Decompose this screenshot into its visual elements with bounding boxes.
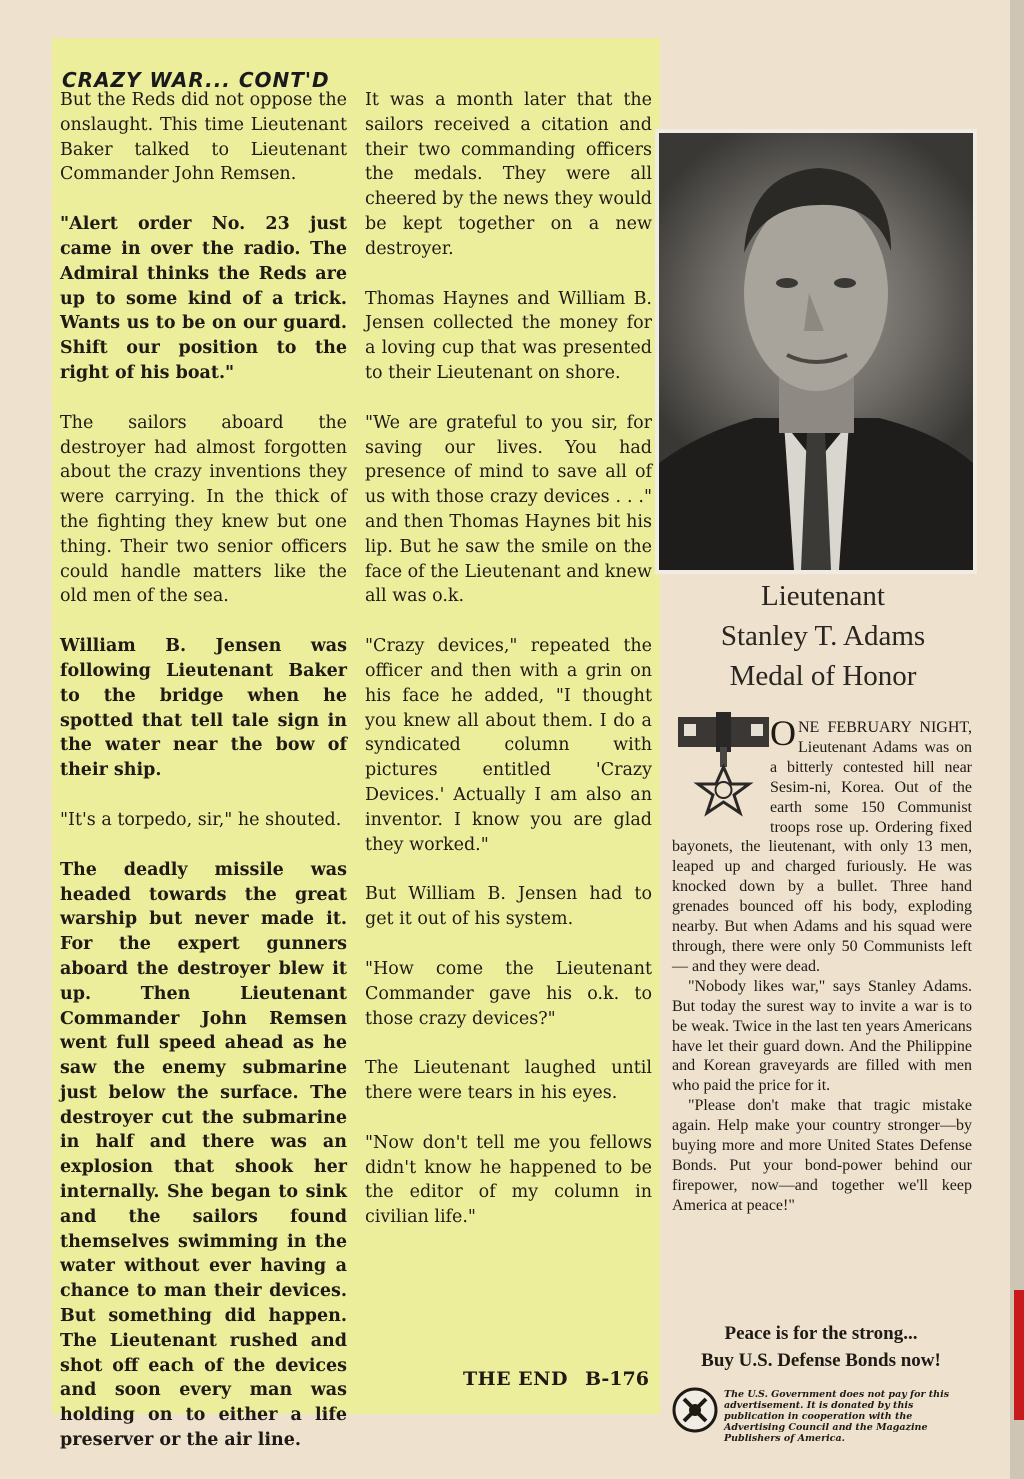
story-paragraph: "How come the Lieutenant Commander gave his o.k. to those crazy devices?" — [365, 958, 652, 1029]
ad-heading-line: Lieutenant — [760, 580, 885, 612]
story-paragraph: The sailors aboard the destroyer had almost forgotten about the crazy inventions they were carrying. In the thick of the fighting they knew but one thing. Their two senior officers could handle matters like the old men of the sea. — [60, 412, 347, 607]
story-paragraph: "Now don't tell me you fellows didn't know he happened to be the editor of my column in civilian life." — [365, 1132, 652, 1228]
story-paragraph: William B. Jensen was following Lieutenant Baker to the bridge when he spotted that tell tale sign in the water near the bow of their ship. — [60, 636, 347, 781]
the-end-label: THE END — [463, 1368, 569, 1390]
story-paragraph: "It's a torpedo, sir," he shouted. — [60, 809, 342, 830]
story-paragraph: "Crazy devices," repeated the officer and then with a grin on his face he added, "I thought you knew all about them. I do a syndicated column with pictures entitled 'Crazy Devices.' Actually I am also an inventor. I know you are glad they worked." — [365, 636, 652, 855]
ad-paragraph: "Please don't make that tragic mistake again. Help make your country stronger—by buying more and more United States Defense Bonds. Put your bond-power behind our firepower, now—and together we'll keep America at peace!" — [672, 1097, 972, 1214]
story-paragraph: The deadly missile was headed towards the great warship but never made it. For the expert gunners aboard the destroyer blew it up. Then Lieutenant Commander John Remsen went full speed ahead as he saw the enemy submarine just below the surface. The destroyer cut the submarine in half and there was an explosion that shook her internally. She began to sink and the sailors found themselves swimming in the water without ever having a chance to man their devices. But something did happen. The Lieutenant rushed and shot off each of the devices and soon every man was holding on to either a life preserver or the air line. — [60, 859, 347, 1451]
slogan-line: Peace is for the strong... — [724, 1323, 918, 1344]
page-edge — [1010, 0, 1024, 1479]
story-paragraph: But the Reds did not oppose the onslaught. This time Lieutenant Baker talked to Lieutenant Commander John Remsen. — [60, 90, 347, 185]
story-paragraph: Thomas Haynes and William B. Jensen collected the money for a loving cup that was presented to their Lieutenant on shore. — [365, 288, 652, 383]
story-paragraph: The Lieutenant laughed until there were tears in his eyes. — [365, 1058, 652, 1104]
adjacent-page-strip — [1014, 1290, 1024, 1420]
story-paragraph: It was a month later that the sailors received a citation and their two commanding officers the medals. They were all cheered by the news they would be kept together on a new destroyer. — [365, 90, 652, 259]
ad-paragraph: "Nobody likes war," says Stanley Adams. But today the surest way to invite a war is to be weak. Twice in the last ten years Americans have let their guard down. And the Philippine and Korean graveyards are filled with men who paid the price for it. — [672, 977, 972, 1095]
story-paragraph: But William B. Jensen had to get it out of his system. — [365, 884, 652, 930]
story-title: CRAZY WAR... CONT'D — [62, 68, 330, 92]
ad-slogan — [670, 1320, 972, 1374]
medal-of-honor-icon — [676, 712, 771, 827]
ad-heading-line: Medal of Honor — [729, 660, 917, 692]
drop-cap: O — [770, 713, 796, 753]
slogan-line: Buy U.S. Defense Bonds now! — [701, 1350, 941, 1371]
story-paragraph: "We are grateful to you sir, for saving our lives. You had presence of mind to save all of us with those crazy devices . . ." and then Thomas Haynes bit his lip. But he saw the smile on the face of the Lieutenant and knew all was o.k. — [365, 412, 652, 607]
defense-bonds-emblem-icon — [672, 1387, 718, 1433]
ad-heading-line: Stanley T. Adams — [720, 620, 926, 652]
portrait-photo-frame — [655, 129, 977, 574]
story-column-right — [365, 88, 652, 1255]
story-column-left — [60, 88, 347, 1478]
portrait-photo — [659, 133, 973, 570]
story-code: B-176 — [585, 1368, 649, 1390]
ad-paragraph: NE FEBRUARY NIGHT, Lieutenant Adams was on a bitterly contested hill near Sesim-ni, Korea. Out of the earth some 150 Communist troops rose up. Ordering fixed bayonets, the lieutenant, with only 13 men, leaped up and charged furiously. He was knocked down by a bullet. Three hand grenades bounced off his body, exploding nearby. But when Adams and his squad were through, there were only 50 Communists left — and they were dead. — [672, 719, 972, 975]
portrait-illustration — [659, 133, 973, 570]
ad-disclaimer: The U.S. Government does not pay for this advertisement. It is donated by this publication in cooperation with the Advertising Council and the Magazine Publishers of America. — [724, 1389, 950, 1444]
story-paragraph: "Alert order No. 23 just came in over the radio. The Admiral thinks the Reds are up to some kind of a trick. Wants us to be on our guard. Shift our position to the right of his boat." — [60, 214, 347, 383]
ad-heading — [658, 576, 988, 696]
